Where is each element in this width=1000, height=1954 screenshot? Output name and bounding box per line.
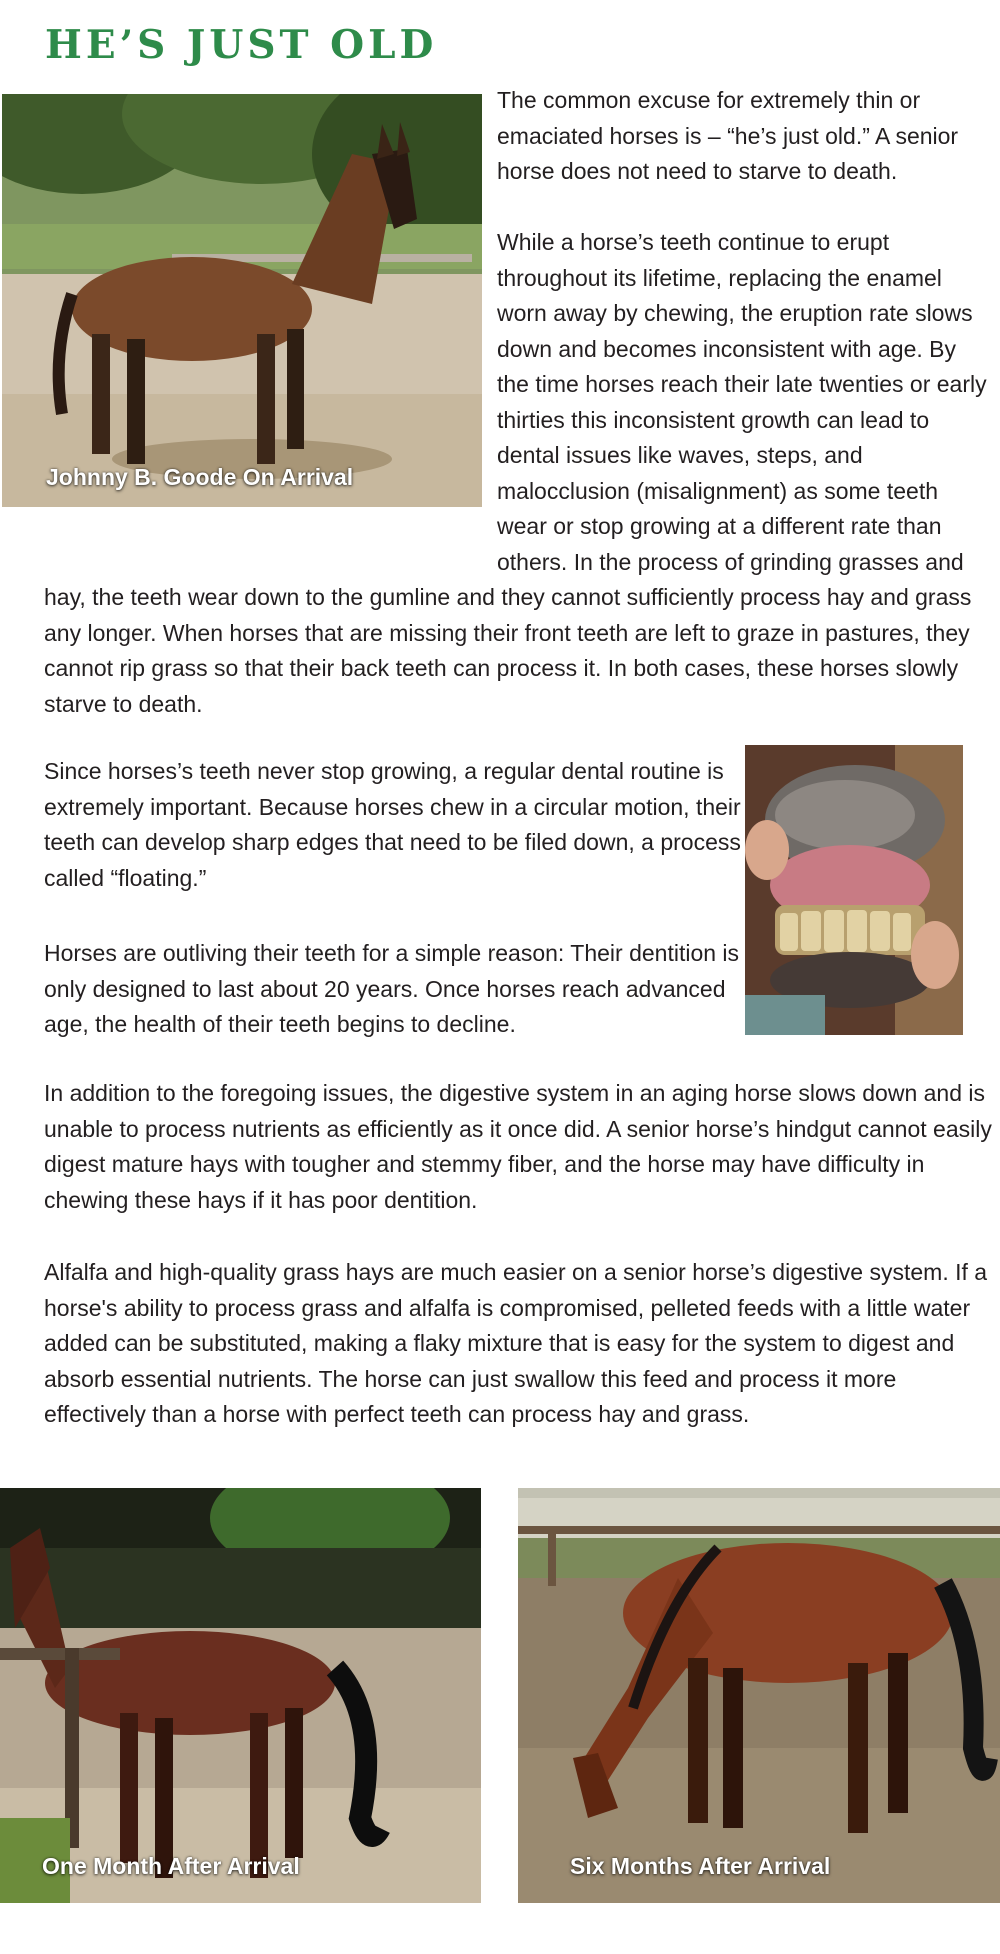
- photo-teeth: [745, 745, 963, 1035]
- horse-six-months-image: [518, 1488, 1000, 1903]
- paragraph-teeth-eruption-text: While a horse’s teeth continue to erupt throughout its lifetime, replacing the enamel worn away by chewing, the eruption rate slows down and becomes inconsistent with age. By the time horses reach their late twenties or early thirties this inconsistent growth can lead to dental issues like waves, steps, and malocclusion (misalignment) as some teeth wear or stop growing at a different rate than others. In the process of grinding grasses and hay, the teeth wear down to the gumline and they cannot sufficiently process hay and grass any longer. When horses that are missing their front teeth are left to graze in pastures, they cannot rip grass so that their back teeth can process it. In both cases, these horses slowly starve to death.: [44, 229, 987, 717]
- horse-one-month-image: [0, 1488, 481, 1903]
- photo-arrival-caption: Johnny B. Goode On Arrival: [46, 464, 354, 490]
- paragraph-dental-routine: Since horses’s teeth never stop growing, a regular dental routine is extremely important. Because horses chew in a circular motion, their teeth can develop sharp edges that need to be filed down, a process called “floating.”: [44, 758, 741, 891]
- photo-one-month: [0, 1488, 481, 1903]
- photo-wrap-spacer: [44, 225, 497, 549]
- horse-teeth-image: [745, 745, 963, 1035]
- photo-six-months: [518, 1488, 1000, 1903]
- paragraph-feeding: Alfalfa and high-quality grass hays are much easier on a senior horse’s digestive system. If a horse's ability to process grass and alfalfa is compromised, pelleted feeds with a little water added can be substituted, making a flaky mixture that is easy for the system to digest and absorb essential nutrients. The horse can just swallow this feed and process it more effectively than a horse with perfect teeth can process hay and grass.: [44, 1259, 988, 1427]
- paragraph-digestive-system: In addition to the foregoing issues, the digestive system in an aging horse slows down and is unable to process nutrients as efficiently as it once did. A senior horse’s hindgut cannot easily digest mature hays with tougher and stemmy fiber, and the horse may have difficulty in chewing these hays if it has poor dentition.: [44, 1080, 992, 1213]
- paragraph-teeth-eruption: [44, 225, 994, 722]
- paragraph-outliving-teeth: Horses are outliving their teeth for a simple reason: Their dentition is only designed to last about 20 years. Once horses reach advanced age, the health of their teeth begins to decline.: [44, 940, 740, 1037]
- photo-six-months-caption: Six Months After Arrival: [570, 1853, 831, 1879]
- photo-one-month-caption: One Month After Arrival: [42, 1853, 300, 1879]
- page-title: HE’S JUST OLD: [45, 22, 438, 68]
- paragraph-intro: The common excuse for extremely thin or emaciated horses is – “he’s just old.” A senior horse does not need to starve to death.: [497, 87, 959, 184]
